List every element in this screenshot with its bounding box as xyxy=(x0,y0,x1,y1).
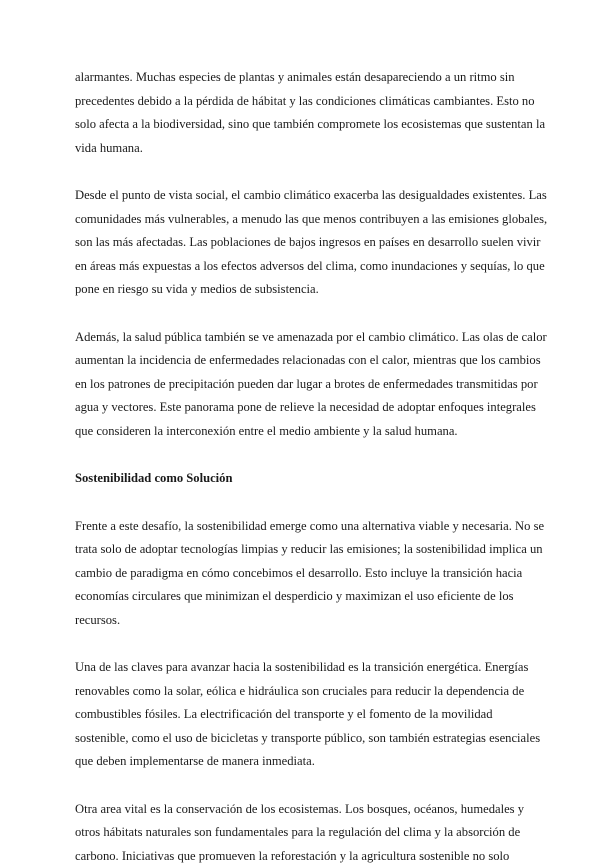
text-line: que consideren la interconexión entre el medio ambiente y la salud humana. xyxy=(75,420,530,444)
text-line: en áreas más expuestas a los efectos adversos del clima, como inundaciones y sequías, lo que xyxy=(75,255,530,279)
text-line: cambio de paradigma en cómo concebimos el desarrollo. Esto incluye la transición hacia xyxy=(75,562,530,586)
text-line: solo afecta a la biodiversidad, sino que también compromete los ecosistemas que sustentan la xyxy=(75,113,530,137)
text-line: Desde el punto de vista social, el cambio climático exacerba las desigualdades existentes. Las xyxy=(75,184,530,208)
paragraph-biodiversity xyxy=(75,66,530,160)
text-line: carbono. Iniciativas que promueven la reforestación y la agricultura sostenible no solo xyxy=(75,845,530,868)
paragraph-ecosystem-conservation xyxy=(75,798,530,868)
text-line: alarmantes. Muchas especies de plantas y animales están desapareciendo a un ritmo sin xyxy=(75,66,530,90)
text-line: son las más afectadas. Las poblaciones de bajos ingresos en países en desarrollo suelen vivir xyxy=(75,231,530,255)
text-line: Además, la salud pública también se ve amenazada por el cambio climático. Las olas de calor xyxy=(75,326,530,350)
text-line: en los patrones de precipitación pueden dar lugar a brotes de enfermedades transmitidas por xyxy=(75,373,530,397)
text-line: Otra area vital es la conservación de los ecosistemas. Los bosques, océanos, humedales y xyxy=(75,798,530,822)
text-line: pone en riesgo su vida y medios de subsistencia. xyxy=(75,278,530,302)
text-line: recursos. xyxy=(75,609,530,633)
paragraph-public-health xyxy=(75,326,530,444)
section-heading: Sostenibilidad como Solución xyxy=(75,467,530,491)
text-line: precedentes debido a la pérdida de hábitat y las condiciones climáticas cambiantes. Esto no xyxy=(75,90,530,114)
text-line: otros hábitats naturales son fundamentales para la regulación del clima y la absorción de xyxy=(75,821,530,845)
text-line: sostenible, como el uso de bicicletas y transporte público, son también estrategias esenciales xyxy=(75,727,530,751)
text-line: renovables como la solar, eólica e hidráulica son cruciales para reducir la dependencia de xyxy=(75,680,530,704)
text-line: aumentan la incidencia de enfermedades relacionadas con el calor, mientras que los cambios xyxy=(75,349,530,373)
text-line: comunidades más vulnerables, a menudo las que menos contribuyen a las emisiones globales, xyxy=(75,208,530,232)
text-line: Una de las claves para avanzar hacia la sostenibilidad es la transición energética. Energías xyxy=(75,656,530,680)
paragraph-energy-transition xyxy=(75,656,530,774)
text-line: economías circulares que minimizan el desperdicio y maximizan el uso eficiente de los xyxy=(75,585,530,609)
text-line: agua y vectores. Este panorama pone de relieve la necesidad de adoptar enfoques integrales xyxy=(75,396,530,420)
text-line: que deben implementarse de manera inmediata. xyxy=(75,750,530,774)
paragraph-social-impact xyxy=(75,184,530,302)
text-line: vida humana. xyxy=(75,137,530,161)
text-line: Frente a este desafío, la sostenibilidad emerge como una alternativa viable y necesaria. No se xyxy=(75,515,530,539)
text-line: combustibles fósiles. La electrificación del transporte y el fomento de la movilidad xyxy=(75,703,530,727)
text-line: trata solo de adoptar tecnologías limpias y reducir las emisiones; la sostenibilidad implica un xyxy=(75,538,530,562)
paragraph-sustainability-alternative xyxy=(75,515,530,633)
